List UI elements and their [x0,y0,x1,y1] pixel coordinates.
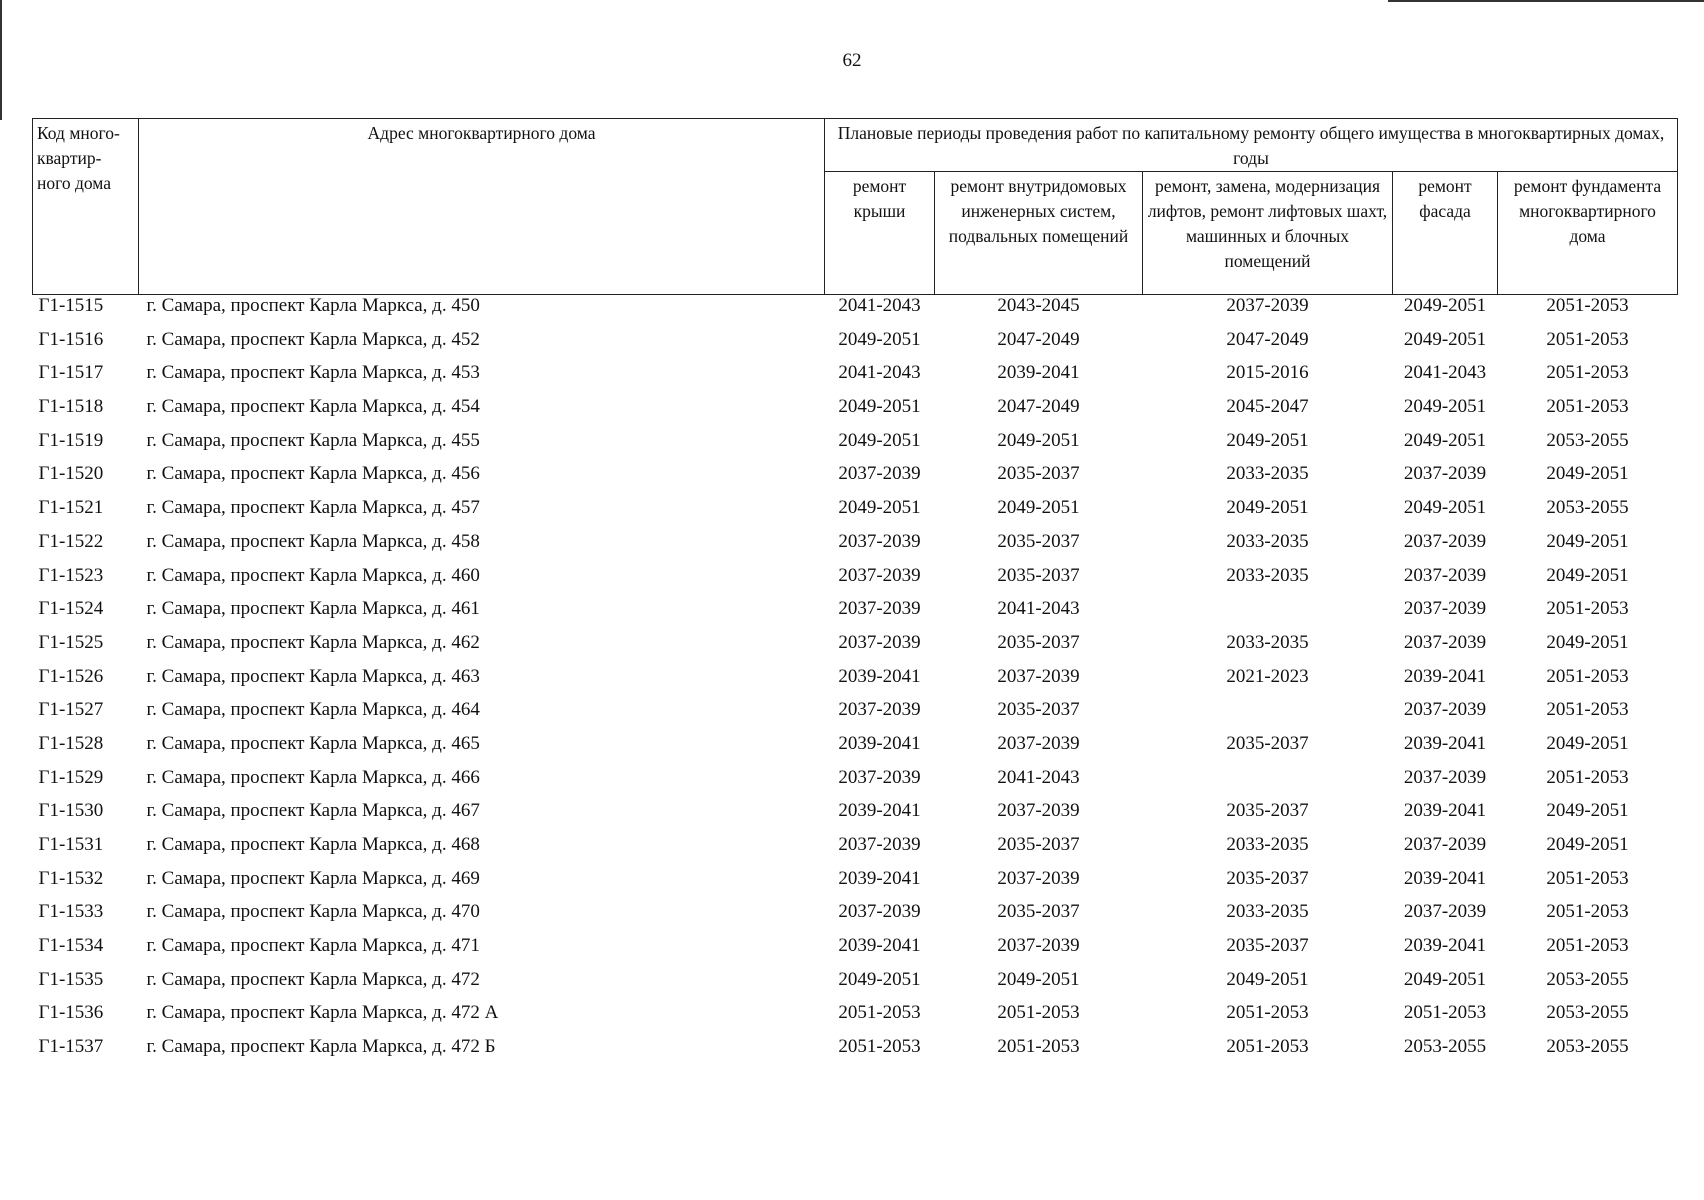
table-row [33,362,1678,396]
cell-lifts: 2021-2023 [1226,665,1309,687]
cell-foundation: 2053-2055 [1546,1002,1629,1024]
cell-address: г. Самара, проспект Карла Маркса, д. 461 [146,598,480,620]
cell-facade: 2037-2039 [1403,901,1487,923]
cell-foundation: 2051-2053 [1546,362,1629,384]
table-row [33,868,1678,902]
cell-roof: 2039-2041 [838,800,921,822]
cell-facade: 2049-2051 [1403,497,1487,519]
cell-lifts: 2033-2035 [1226,463,1309,485]
cell-roof: 2037-2039 [838,564,921,586]
cell-address: г. Самара, проспект Карла Маркса, д. 452 [146,328,480,350]
table-row [33,800,1678,834]
table-row [33,295,1678,329]
header-periods: Плановые периоды проведения работ по капитальному ремонту общего имущества в многоквартирных домах, годы [825,119,1678,172]
table-row [33,969,1678,1003]
cell-systems: 2035-2037 [997,834,1080,855]
cell-code: Г1-1520 [38,463,104,485]
cell-roof: 2037-2039 [838,598,921,620]
cell-address: г. Самара, проспект Карла Маркса, д. 466 [146,766,480,788]
cell-lifts: 2049-2051 [1226,497,1309,519]
cell-facade: 2049-2051 [1403,968,1487,990]
cell-code: Г1-1527 [38,699,104,721]
cell-facade: 2049-2051 [1403,328,1487,350]
cell-systems: 2051-2053 [997,1002,1080,1024]
cell-foundation: 2049-2051 [1546,463,1629,485]
cell-address: г. Самара, проспект Карла Маркса, д. 472 [146,968,480,990]
cell-code: Г1-1524 [38,598,104,620]
table-row [33,733,1678,767]
table-row [33,531,1678,565]
cell-address: г. Самара, проспект Карла Маркса, д. 463 [146,665,480,687]
cell-address: г. Самара, проспект Карла Маркса, д. 457 [146,497,480,519]
cell-code: Г1-1521 [38,497,104,519]
cell-roof: 2039-2041 [838,867,921,889]
table-row [33,834,1678,868]
cell-facade: 2039-2041 [1403,732,1487,754]
cell-code: Г1-1519 [38,429,104,451]
cell-foundation: 2051-2053 [1546,935,1629,957]
cell-code: Г1-1534 [38,935,104,957]
cell-facade: 2037-2039 [1403,598,1487,620]
cell-roof: 2041-2043 [838,362,921,384]
cell-lifts: 2051-2053 [1226,1036,1309,1058]
cell-address: г. Самара, проспект Карла Маркса, д. 470 [146,901,480,923]
cell-systems: 2043-2045 [997,295,1080,316]
cell-address: г. Самара, проспект Карла Маркса, д. 464 [146,699,480,721]
cell-code: Г1-1526 [38,665,104,687]
cell-foundation: 2049-2051 [1546,530,1629,552]
cell-roof: 2039-2041 [838,665,921,687]
cell-address: г. Самара, проспект Карла Маркса, д. 462 [146,631,480,653]
cell-foundation: 2051-2053 [1546,901,1629,923]
cell-code: Г1-1516 [38,328,104,350]
scan-edge-top [1388,0,1704,2]
cell-lifts: 2033-2035 [1226,901,1309,923]
cell-roof: 2049-2051 [838,396,921,418]
cell-code: Г1-1530 [38,800,104,822]
cell-facade: 2039-2041 [1403,665,1487,687]
page-number: 62 [842,50,862,71]
table-row [33,767,1678,801]
cell-facade: 2049-2051 [1403,396,1487,418]
cell-facade: 2039-2041 [1403,935,1487,957]
cell-lifts: 2049-2051 [1226,429,1309,451]
cell-facade: 2041-2043 [1403,362,1487,384]
cell-roof: 2051-2053 [838,1036,921,1058]
cell-lifts: 2035-2037 [1226,867,1309,889]
cell-foundation: 2049-2051 [1546,800,1629,822]
cell-roof: 2051-2053 [838,1002,921,1024]
cell-systems: 2051-2053 [997,1036,1080,1058]
cell-roof: 2039-2041 [838,935,921,957]
header-systems: ремонт внутридомовых инженерных систем, подвальных помещений [935,172,1143,295]
table-row [33,935,1678,969]
cell-roof: 2049-2051 [838,429,921,451]
cell-facade: 2039-2041 [1403,800,1487,822]
cell-foundation: 2051-2053 [1546,295,1629,316]
cell-foundation: 2049-2051 [1546,834,1629,855]
header-lifts: ремонт, замена, модернизация лифтов, ремонт лифтовых шахт, машинных и блочных помещений [1143,172,1393,295]
cell-roof: 2041-2043 [838,295,921,316]
header-address: Адрес многоквартирного дома [139,119,825,295]
cell-systems: 2035-2037 [997,530,1080,552]
cell-systems: 2039-2041 [997,362,1080,384]
cell-facade: 2037-2039 [1403,834,1487,855]
cell-foundation: 2053-2055 [1546,1036,1629,1058]
cell-code: Г1-1532 [38,867,104,889]
cell-facade: 2037-2039 [1403,766,1487,788]
cell-lifts: 2033-2035 [1226,834,1309,855]
cell-facade: 2039-2041 [1403,867,1487,889]
document-sheet [32,118,1678,1070]
cell-systems: 2047-2049 [997,328,1080,350]
cell-systems: 2037-2039 [997,935,1080,957]
cell-code: Г1-1515 [38,295,104,316]
header-code: Код много-квартир-ного дома [33,119,139,295]
cell-roof: 2037-2039 [838,901,921,923]
cell-roof: 2037-2039 [838,530,921,552]
cell-systems: 2037-2039 [997,732,1080,754]
header-facade: ремонт фасада [1393,172,1498,295]
cell-foundation: 2051-2053 [1546,328,1629,350]
cell-facade: 2037-2039 [1403,463,1487,485]
table-row [33,699,1678,733]
cell-roof: 2049-2051 [838,328,921,350]
cell-facade: 2037-2039 [1403,564,1487,586]
table-row [33,497,1678,531]
cell-roof: 2037-2039 [838,463,921,485]
cell-lifts [1143,598,1393,632]
cell-systems: 2041-2043 [997,766,1080,788]
cell-roof: 2049-2051 [838,968,921,990]
cell-address: г. Самара, проспект Карла Маркса, д. 472 Б [146,1036,496,1058]
table-row [33,430,1678,464]
cell-systems: 2035-2037 [997,631,1080,653]
cell-foundation: 2051-2053 [1546,867,1629,889]
cell-foundation: 2049-2051 [1546,732,1629,754]
table-row [33,632,1678,666]
cell-roof: 2049-2051 [838,497,921,519]
cell-code: Г1-1537 [38,1036,104,1058]
cell-address: г. Самара, проспект Карла Маркса, д. 455 [146,429,480,451]
cell-roof: 2037-2039 [838,766,921,788]
table-row [33,565,1678,599]
cell-systems: 2049-2051 [997,968,1080,990]
table-row [33,1002,1678,1036]
cell-lifts: 2045-2047 [1226,396,1309,418]
cell-lifts: 2033-2035 [1226,564,1309,586]
cell-foundation: 2051-2053 [1546,665,1629,687]
cell-facade: 2037-2039 [1403,699,1487,721]
cell-foundation: 2049-2051 [1546,631,1629,653]
cell-systems: 2049-2051 [997,497,1080,519]
cell-code: Г1-1525 [38,631,104,653]
table-row [33,666,1678,700]
cell-lifts: 2035-2037 [1226,732,1309,754]
table-row [33,463,1678,497]
cell-roof: 2037-2039 [838,631,921,653]
table-body [33,295,1678,1070]
cell-systems: 2037-2039 [997,665,1080,687]
cell-foundation: 2049-2051 [1546,564,1629,586]
header-foundation: ремонт фундамента многоквартирного дома [1498,172,1678,295]
cell-systems: 2035-2037 [997,699,1080,721]
cell-lifts: 2051-2053 [1226,1002,1309,1024]
cell-facade: 2049-2051 [1403,429,1487,451]
cell-facade: 2037-2039 [1403,631,1487,653]
cell-code: Г1-1533 [38,901,104,923]
cell-address: г. Самара, проспект Карла Маркса, д. 467 [146,800,480,822]
cell-roof: 2037-2039 [838,834,921,855]
header-roof: ремонт крыши [825,172,935,295]
cell-address: г. Самара, проспект Карла Маркса, д. 472 А [146,1002,499,1024]
cell-code: Г1-1528 [38,732,104,754]
table-row [33,329,1678,363]
cell-lifts: 2015-2016 [1226,362,1309,384]
table-row [33,1036,1678,1070]
cell-systems: 2041-2043 [997,598,1080,620]
cell-facade: 2051-2053 [1403,1002,1487,1024]
cell-systems: 2037-2039 [997,800,1080,822]
cell-lifts [1143,699,1393,733]
cell-foundation: 2053-2055 [1546,968,1629,990]
cell-foundation: 2053-2055 [1546,429,1629,451]
table-row [33,901,1678,935]
cell-roof: 2037-2039 [838,699,921,721]
table-row [33,598,1678,632]
cell-foundation: 2051-2053 [1546,766,1629,788]
cell-code: Г1-1522 [38,530,104,552]
cell-lifts: 2033-2035 [1226,631,1309,653]
cell-systems: 2035-2037 [997,463,1080,485]
cell-address: г. Самара, проспект Карла Маркса, д. 454 [146,396,480,418]
cell-lifts: 2047-2049 [1226,328,1309,350]
cell-address: г. Самара, проспект Карла Маркса, д. 465 [146,732,480,754]
cell-foundation: 2051-2053 [1546,396,1629,418]
cell-code: Г1-1529 [38,766,104,788]
cell-address: г. Самара, проспект Карла Маркса, д. 468 [146,834,480,855]
cell-foundation: 2053-2055 [1546,497,1629,519]
cell-foundation: 2051-2053 [1546,598,1629,620]
cell-address: г. Самара, проспект Карла Маркса, д. 469 [146,867,480,889]
table-row [33,396,1678,430]
cell-systems: 2049-2051 [997,429,1080,451]
cell-lifts: 2035-2037 [1226,800,1309,822]
cell-address: г. Самара, проспект Карла Маркса, д. 460 [146,564,480,586]
cell-code: Г1-1523 [38,564,104,586]
cell-systems: 2037-2039 [997,867,1080,889]
capital-repair-schedule-table [32,118,1678,1070]
cell-facade: 2037-2039 [1403,530,1487,552]
cell-facade: 2053-2055 [1403,1036,1487,1058]
cell-code: Г1-1518 [38,396,104,418]
cell-code: Г1-1517 [38,362,104,384]
cell-lifts [1143,767,1393,801]
cell-code: Г1-1531 [38,834,104,855]
cell-lifts: 2035-2037 [1226,935,1309,957]
cell-lifts: 2049-2051 [1226,968,1309,990]
cell-systems: 2047-2049 [997,396,1080,418]
cell-systems: 2035-2037 [997,564,1080,586]
cell-address: г. Самара, проспект Карла Маркса, д. 453 [146,362,480,384]
cell-lifts: 2033-2035 [1226,530,1309,552]
cell-lifts: 2037-2039 [1226,295,1309,316]
cell-code: Г1-1535 [38,968,104,990]
cell-address: г. Самара, проспект Карла Маркса, д. 471 [146,935,480,957]
cell-address: г. Самара, проспект Карла Маркса, д. 450 [146,295,480,316]
cell-roof: 2039-2041 [838,732,921,754]
cell-foundation: 2051-2053 [1546,699,1629,721]
cell-code: Г1-1536 [38,1002,104,1024]
cell-address: г. Самара, проспект Карла Маркса, д. 458 [146,530,480,552]
cell-address: г. Самара, проспект Карла Маркса, д. 456 [146,463,480,485]
cell-systems: 2035-2037 [997,901,1080,923]
cell-facade: 2049-2051 [1403,295,1487,316]
